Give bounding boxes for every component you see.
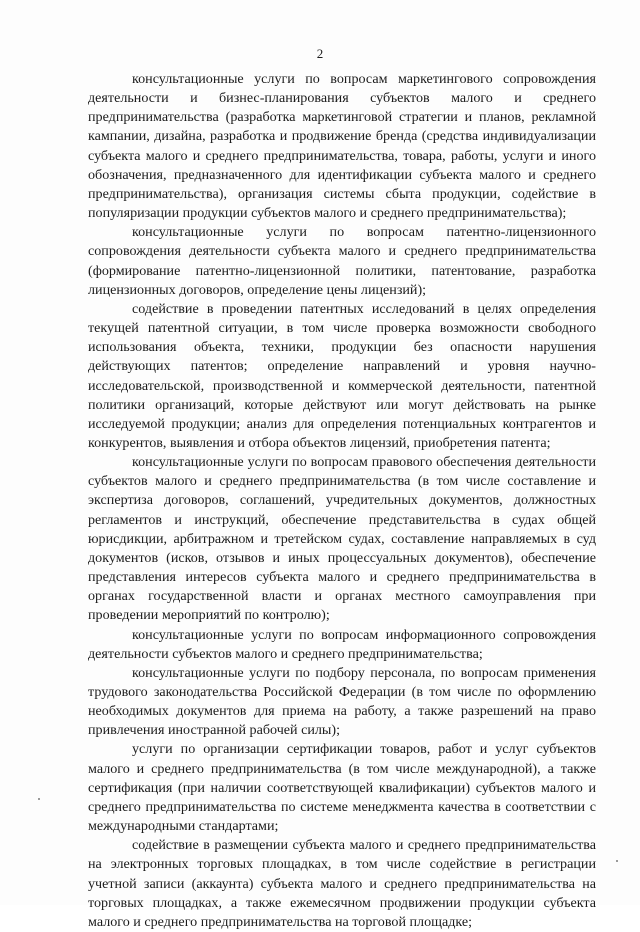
paragraph-information-consulting: консультационные услуги по вопросам информационного сопровождения деятельности субъектов малого и среднего предпринимательства; (88, 626, 596, 662)
paragraph-certification-services: услуги по организации сертификации товаров, работ и услуг субъектов малого и среднего предпринимательства (в том числе международной), а также сертификация (при наличии соответствующей квалификации) субъектов малого и среднего предпринимательства по системе менеджмента качества в соответствии с международными стандартами; (88, 741, 596, 835)
scan-speck (616, 860, 618, 862)
paragraph-marketplace-placement: содействие в размещении субъекта малого и среднего предпринимательства на электронных торговых площадках, в том числе содействие в регистрации учетной записи (аккаунта) субъекта малого и среднего предпринимательства на торговых площадках, а также ежемесячном продвижении продукции субъекта малого и среднего предпринимательства на торговой площадке; (88, 837, 596, 930)
page-number: 2 (316, 46, 324, 61)
paragraph-patent-licensing-consulting: консультационные услуги по вопросам патентно-лицензионного сопровождения деятельности субъекта малого и среднего предпринимательства (формирование патентно-лицензионной политики, патентование, разработка лицензионных договоров, определение цены лицензий); (88, 224, 596, 298)
document-body (88, 70, 596, 932)
paragraph-personnel-consulting: консультационные услуги по подбору персонала, по вопросам применения трудового законодательства Российской Федерации (в том числе по оформлению необходимых документов для приема на работу, а также разрешений на право привлечения иностранной рабочей силы); (88, 664, 596, 739)
paragraph-marketing-consulting: консультационные услуги по вопросам маркетингового сопровождения деятельности и бизнес-планирования субъектов малого и среднего предпринимательства (разработка маркетинговой стратегии и планов, рекламной кампании, дизайна, разработка и продвижение бренда (средства индивидуализации субъекта малого и среднего предпринимательства, товара, работы, услуги и иного обозначения, предназначенного для идентификации субъекта малого и среднего предпринимательства), организация системы сбыта продукции, содействие в популяризации продукции субъектов малого и среднего предпринимательства); (88, 71, 596, 222)
paragraph-legal-consulting: консультационные услуги по вопросам правового обеспечения деятельности субъектов малого и среднего предпринимательства (в том числе составление и экспертиза договоров, соглашений, учредительных документов, должностных регламентов и инструкций, обеспечение представительства в судах общей юрисдикции, арбитражном и третейском судах, составление направляемых в суд документов (исков, отзывов и иных процессуальных документов), обеспечение представления интересов субъекта малого и среднего предпринимательства в органах государственной власти и органах местного самоуправления при проведении мероприятий по контролю); (88, 454, 596, 624)
scan-speck (38, 798, 40, 800)
paragraph-patent-research: содействие в проведении патентных исследований в целях определения текущей патентной ситуации, в том числе проверка возможности свободного использования объекта, техники, продукции без опасности нарушения действующих патентов; определение направлений и уровня научно-исследовательской, производственной и коммерческой деятельности, патентной политики организаций, которые действуют или могут действовать на рынке исследуемой продукции; анализ для определения потенциальных контрагентов и конкурентов, выявления и отбора объектов лицензий, приобретения патента; (88, 300, 596, 451)
